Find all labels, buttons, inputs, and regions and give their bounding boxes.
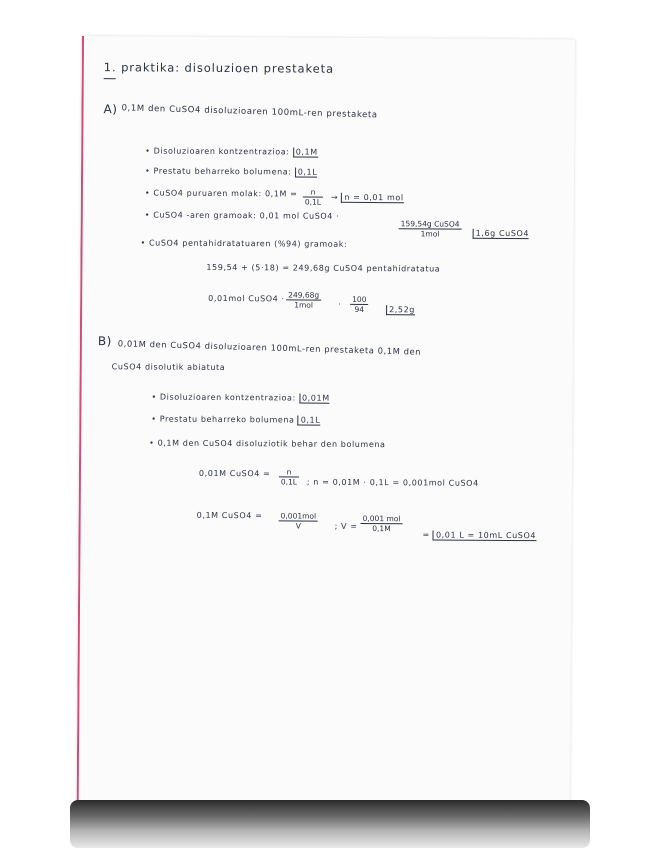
fraction-denominator: 94 bbox=[354, 304, 365, 314]
arrow-symbol: → bbox=[330, 192, 339, 202]
section-b-heading-line1: 0,01M den CuSO4 disoluzioaren 100mL-ren prestaketa 0,1M den bbox=[117, 338, 422, 357]
fraction-denominator: 0,1M bbox=[372, 524, 391, 534]
fraction-numerator: 0,001 mol bbox=[361, 514, 403, 524]
background-fabric bbox=[70, 800, 590, 848]
b-bullet-text: • Prestatu beharreko bolumena bbox=[151, 414, 295, 425]
a-pentahydrate-fraction-2 bbox=[350, 295, 368, 314]
title-underline bbox=[104, 78, 116, 79]
fraction-numerator: 100 bbox=[350, 295, 368, 305]
a-bullet-pentahydrate bbox=[141, 238, 348, 248]
b-boxed-value: 0,01M bbox=[299, 394, 330, 404]
b-calc2-fraction-1 bbox=[279, 511, 319, 530]
margin-line bbox=[77, 36, 84, 804]
a-pentahydrate-fraction-1 bbox=[286, 290, 321, 309]
notebook-page bbox=[77, 36, 575, 807]
section-a-label: A) bbox=[103, 102, 118, 117]
b-bullet-needed-volume bbox=[149, 438, 385, 449]
a-boxed-value: 2,52g bbox=[386, 305, 415, 315]
multiply-dot: · bbox=[338, 299, 342, 309]
a-grams-fraction bbox=[399, 219, 462, 238]
fraction-numerator: 249,68g bbox=[286, 290, 321, 300]
a-grams-result bbox=[473, 229, 530, 238]
fraction-numerator: n bbox=[303, 188, 323, 198]
a-calc-molar-mass: 159,54 + (5·18) = 249,68g CuSO4 pentahidratatua bbox=[206, 262, 441, 274]
b-calc1-tail: ; n = 0,01M · 0,1L = 0,001mol CuSO4 bbox=[306, 477, 479, 488]
section-a-heading: 0,1M den CuSO4 disoluzioaren 100mL-ren prestaketa bbox=[121, 103, 378, 121]
b-boxed-value: 0,01 L = 10mL CuSO4 bbox=[433, 530, 536, 541]
a-bullet-text: • Prestatu beharreko bolumena: bbox=[145, 166, 292, 177]
a-calc-pentahydrate-prefix: 0,01mol CuSO4 · bbox=[208, 293, 285, 304]
b-boxed-value: 0,1L bbox=[298, 416, 321, 426]
a-bullet-grams bbox=[145, 210, 340, 220]
b-bullet-text: • 0,1M den CuSO4 disoluziotik behar den bolumena bbox=[149, 438, 386, 450]
a-bullet-text: • Disoluzioaren kontzentrazioa: bbox=[145, 146, 290, 157]
a-bullet-text: • CuSO4 pentahidratatuaren (%94) gramoak: bbox=[140, 238, 348, 249]
a-moles-result bbox=[331, 193, 404, 203]
a-bullet-text: • CuSO4 -aren gramoak: 0,01 mol CuSO4 · bbox=[144, 210, 340, 221]
a-pentahydrate-result bbox=[386, 305, 415, 314]
b-calc2-fraction-2 bbox=[361, 514, 403, 533]
fraction-denominator: 0,1L bbox=[304, 197, 321, 207]
section-b-label: B) bbox=[97, 334, 113, 349]
fraction-denominator: 1mol bbox=[420, 229, 440, 239]
page-title: 1. praktika: disoluzioen prestaketa bbox=[103, 60, 335, 76]
b-bullet-volume bbox=[151, 414, 320, 424]
a-boxed-value: 0,1M bbox=[293, 147, 318, 157]
fraction-denominator: 1mol bbox=[294, 300, 314, 310]
b-calc2-result: = 0,01 L = 10mL CuSO4 bbox=[422, 530, 537, 541]
fraction-denominator: 0,1L bbox=[280, 477, 298, 487]
b-calc2-prefix: 0,1M CuSO4 = bbox=[196, 510, 263, 521]
a-boxed-value: n = 0,01 mol bbox=[341, 193, 403, 203]
fraction-numerator: n bbox=[279, 467, 299, 477]
a-bullet-volume bbox=[145, 166, 317, 176]
fraction-numerator: 0,001mol bbox=[279, 511, 319, 521]
a-bullet-concentration bbox=[145, 146, 318, 156]
a-boxed-value: 0,1L bbox=[295, 167, 318, 177]
a-bullet-text: • CuSO4 puruaren molak: 0,1M = bbox=[144, 188, 298, 199]
a-bullet-moles bbox=[145, 188, 298, 198]
fraction-denominator: V bbox=[295, 521, 301, 531]
b-calc1-prefix: 0,01M CuSO4 = bbox=[198, 468, 271, 479]
b-calc1-fraction bbox=[279, 467, 299, 486]
a-moles-fraction bbox=[303, 188, 323, 207]
b-calc2-mid: ; V = bbox=[334, 521, 358, 531]
section-b-heading-line2: CuSO4 disolutik abiatuta bbox=[111, 362, 226, 373]
b-bullet-concentration bbox=[151, 392, 329, 402]
fraction-numerator: 159,54g CuSO4 bbox=[399, 219, 462, 229]
b-bullet-text: • Disoluzioaren kontzentrazioa: bbox=[151, 392, 296, 403]
a-boxed-value: 1,6g CuSO4 bbox=[473, 229, 530, 239]
